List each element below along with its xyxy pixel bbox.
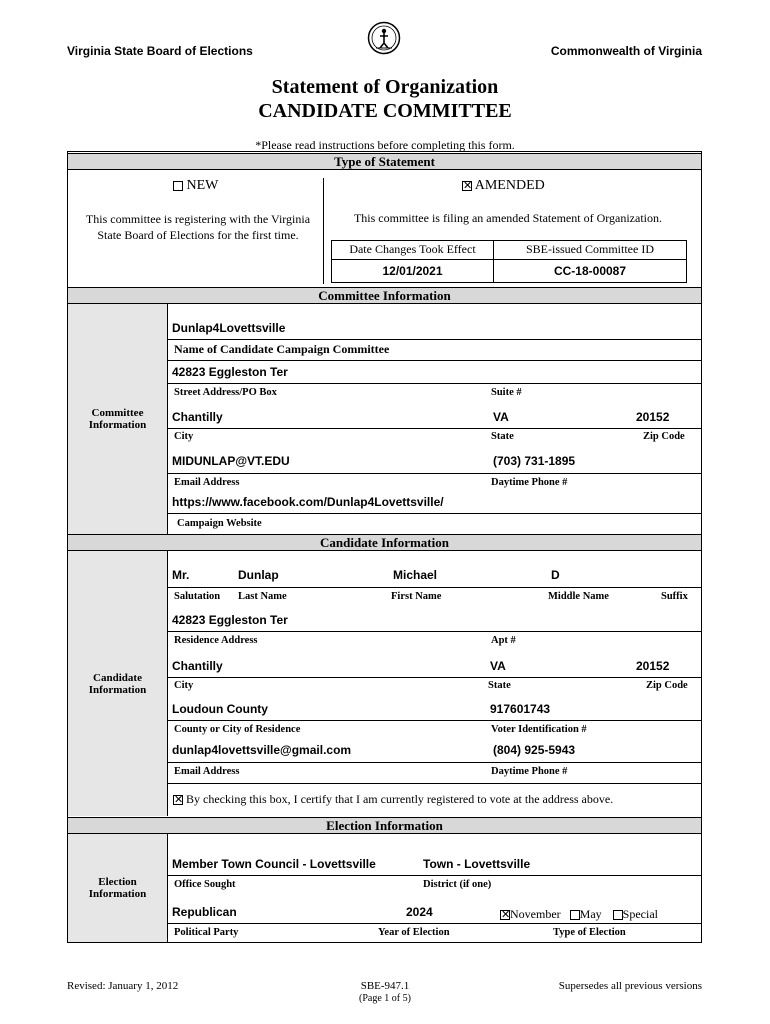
committee-zip-value[interactable]: 20152 (636, 410, 670, 424)
district-value[interactable]: Town - Lovettsville (423, 857, 531, 871)
certify-checkbox[interactable] (173, 795, 183, 805)
first-name-value[interactable]: Michael (393, 568, 438, 582)
may-label: May (579, 907, 602, 921)
committee-street-value[interactable]: 42823 Eggleston Ter (172, 365, 288, 379)
candidate-phone-value[interactable]: (804) 925-5943 (493, 743, 576, 757)
candidate-zip-value[interactable]: 20152 (636, 659, 670, 673)
office-sought-value[interactable]: Member Town Council - Lovettsville (172, 857, 376, 871)
rule (168, 631, 701, 632)
election-side-text: Election Information (88, 876, 147, 900)
county-label: County or City of Residence (174, 724, 301, 735)
committee-side-text: Committee Information (88, 407, 147, 431)
committee-state-value[interactable]: VA (493, 410, 509, 424)
candidate-info-band: Candidate Information (68, 534, 701, 551)
district-label: District (if one) (423, 879, 492, 890)
election-type-options (500, 907, 658, 922)
committee-id-label: SBE-issued Committee ID (526, 242, 654, 256)
election-year-label: Year of Election (378, 927, 450, 938)
middle-name-label: Middle Name (548, 591, 609, 602)
rule (168, 428, 701, 429)
election-info-band: Election Information (68, 817, 701, 834)
salutation-label: Salutation (174, 591, 221, 602)
may-option[interactable] (570, 907, 602, 921)
residence-address-label: Residence Address (174, 635, 258, 646)
november-option[interactable] (500, 907, 561, 921)
type-of-statement-band: Type of Statement (68, 153, 701, 170)
rule (168, 783, 701, 784)
county-value[interactable]: Loudoun County (172, 702, 268, 716)
rule (168, 360, 701, 361)
last-name-value[interactable]: Dunlap (238, 568, 279, 582)
page-number: (Page 1 of 5) (359, 993, 411, 1004)
rule (168, 587, 701, 588)
rule (168, 513, 701, 514)
rule (168, 923, 701, 924)
rule (168, 720, 701, 721)
instructions-note: *Please read instructions before completing this form. (255, 138, 515, 152)
residence-address-value[interactable]: 42823 Eggleston Ter (172, 613, 288, 627)
date-changes-label: Date Changes Took Effect (349, 242, 476, 256)
candidate-state-value[interactable]: VA (490, 659, 506, 673)
rule (168, 339, 701, 340)
special-checkbox[interactable] (613, 910, 623, 920)
committee-phone-label: Daytime Phone # (491, 477, 568, 488)
special-option[interactable] (613, 907, 658, 921)
candidate-city-value[interactable]: Chantilly (172, 659, 223, 673)
committee-suite-label: Suite # (491, 387, 522, 398)
new-option[interactable] (173, 178, 218, 194)
supersedes-note: Supersedes all previous versions (558, 980, 702, 992)
header-agency: Virginia State Board of Elections (67, 44, 253, 58)
new-description: This committee is registering with the Virginia State Board of Elections for the first time. (85, 212, 311, 242)
candidate-city-label: City (174, 680, 194, 691)
committee-id-value[interactable]: CC-18-00087 (553, 264, 627, 278)
type-divider (323, 178, 324, 284)
committee-email-value[interactable]: MIDUNLAP@VT.EDU (172, 454, 290, 468)
special-label: Special (622, 907, 658, 921)
form-number: SBE-947.1 (360, 980, 410, 992)
committee-street-label: Street Address/PO Box (174, 387, 277, 398)
first-name-label: First Name (391, 591, 442, 602)
rule (168, 762, 701, 763)
form-subtitle: CANDIDATE COMMITTEE (258, 100, 512, 122)
office-sought-label: Office Sought (174, 879, 236, 890)
new-label: NEW (186, 178, 219, 193)
header-commonwealth: Commonwealth of Virginia (550, 44, 702, 58)
revised-date: Revised: January 1, 2012 (67, 980, 179, 992)
may-checkbox[interactable] (570, 910, 580, 920)
voter-id-label: Voter Identification # (491, 724, 587, 735)
committee-phone-value[interactable]: (703) 731-1895 (493, 454, 576, 468)
candidate-state-label: State (488, 680, 511, 691)
candidate-phone-label: Daytime Phone # (491, 766, 568, 777)
amendment-table-rule (331, 259, 687, 260)
rule (168, 383, 701, 384)
candidate-side-label (68, 551, 168, 816)
candidate-email-label: Email Address (174, 766, 240, 777)
new-checkbox[interactable] (173, 181, 183, 191)
committee-name-value[interactable]: Dunlap4Lovettsville (172, 321, 286, 335)
november-checkbox[interactable] (500, 910, 510, 920)
election-type-label: Type of Election (553, 927, 626, 938)
certify-option[interactable] (173, 792, 613, 807)
amended-description: This committee is filing an amended Statement of Organization. (353, 211, 663, 225)
committee-city-label: City (174, 431, 194, 442)
date-changes-value[interactable]: 12/01/2021 (382, 264, 443, 278)
campaign-website-label: Campaign Website (177, 518, 262, 529)
rule (168, 677, 701, 678)
november-label: November (510, 907, 561, 921)
candidate-email-value[interactable]: dunlap4lovettsville@gmail.com (172, 743, 352, 757)
election-year-value[interactable]: 2024 (406, 905, 433, 919)
amended-label: AMENDED (474, 178, 545, 193)
committee-side-label (68, 304, 168, 534)
last-name-label: Last Name (238, 591, 287, 602)
apt-label: Apt # (491, 635, 516, 646)
middle-name-value[interactable]: D (551, 568, 560, 582)
political-party-label: Political Party (174, 927, 239, 938)
campaign-website-value[interactable]: https://www.facebook.com/Dunlap4Lovettsville/ (172, 495, 444, 509)
certify-text: By checking this box, I certify that I am currently registered to vote at the address above. (186, 792, 614, 806)
rule (168, 473, 701, 474)
rule (168, 875, 701, 876)
amended-checkbox[interactable] (462, 181, 472, 191)
committee-name-label: Name of Candidate Campaign Committee (174, 342, 390, 356)
salutation-value[interactable]: Mr. (172, 568, 190, 582)
committee-email-label: Email Address (174, 477, 240, 488)
virginia-seal-icon (367, 21, 401, 55)
committee-state-label: State (491, 431, 514, 442)
election-side-label (68, 834, 168, 942)
committee-city-value[interactable]: Chantilly (172, 410, 223, 424)
candidate-side-text: Candidate Information (88, 671, 147, 696)
amended-option[interactable] (462, 178, 545, 194)
suffix-label: Suffix (661, 591, 688, 602)
form-title: Statement of Organization (271, 76, 499, 98)
political-party-value[interactable]: Republican (172, 905, 237, 919)
committee-zip-label: Zip Code (643, 431, 685, 442)
committee-info-band: Committee Information (68, 287, 701, 304)
voter-id-value[interactable]: 917601743 (490, 702, 551, 716)
candidate-zip-label: Zip Code (646, 680, 688, 691)
